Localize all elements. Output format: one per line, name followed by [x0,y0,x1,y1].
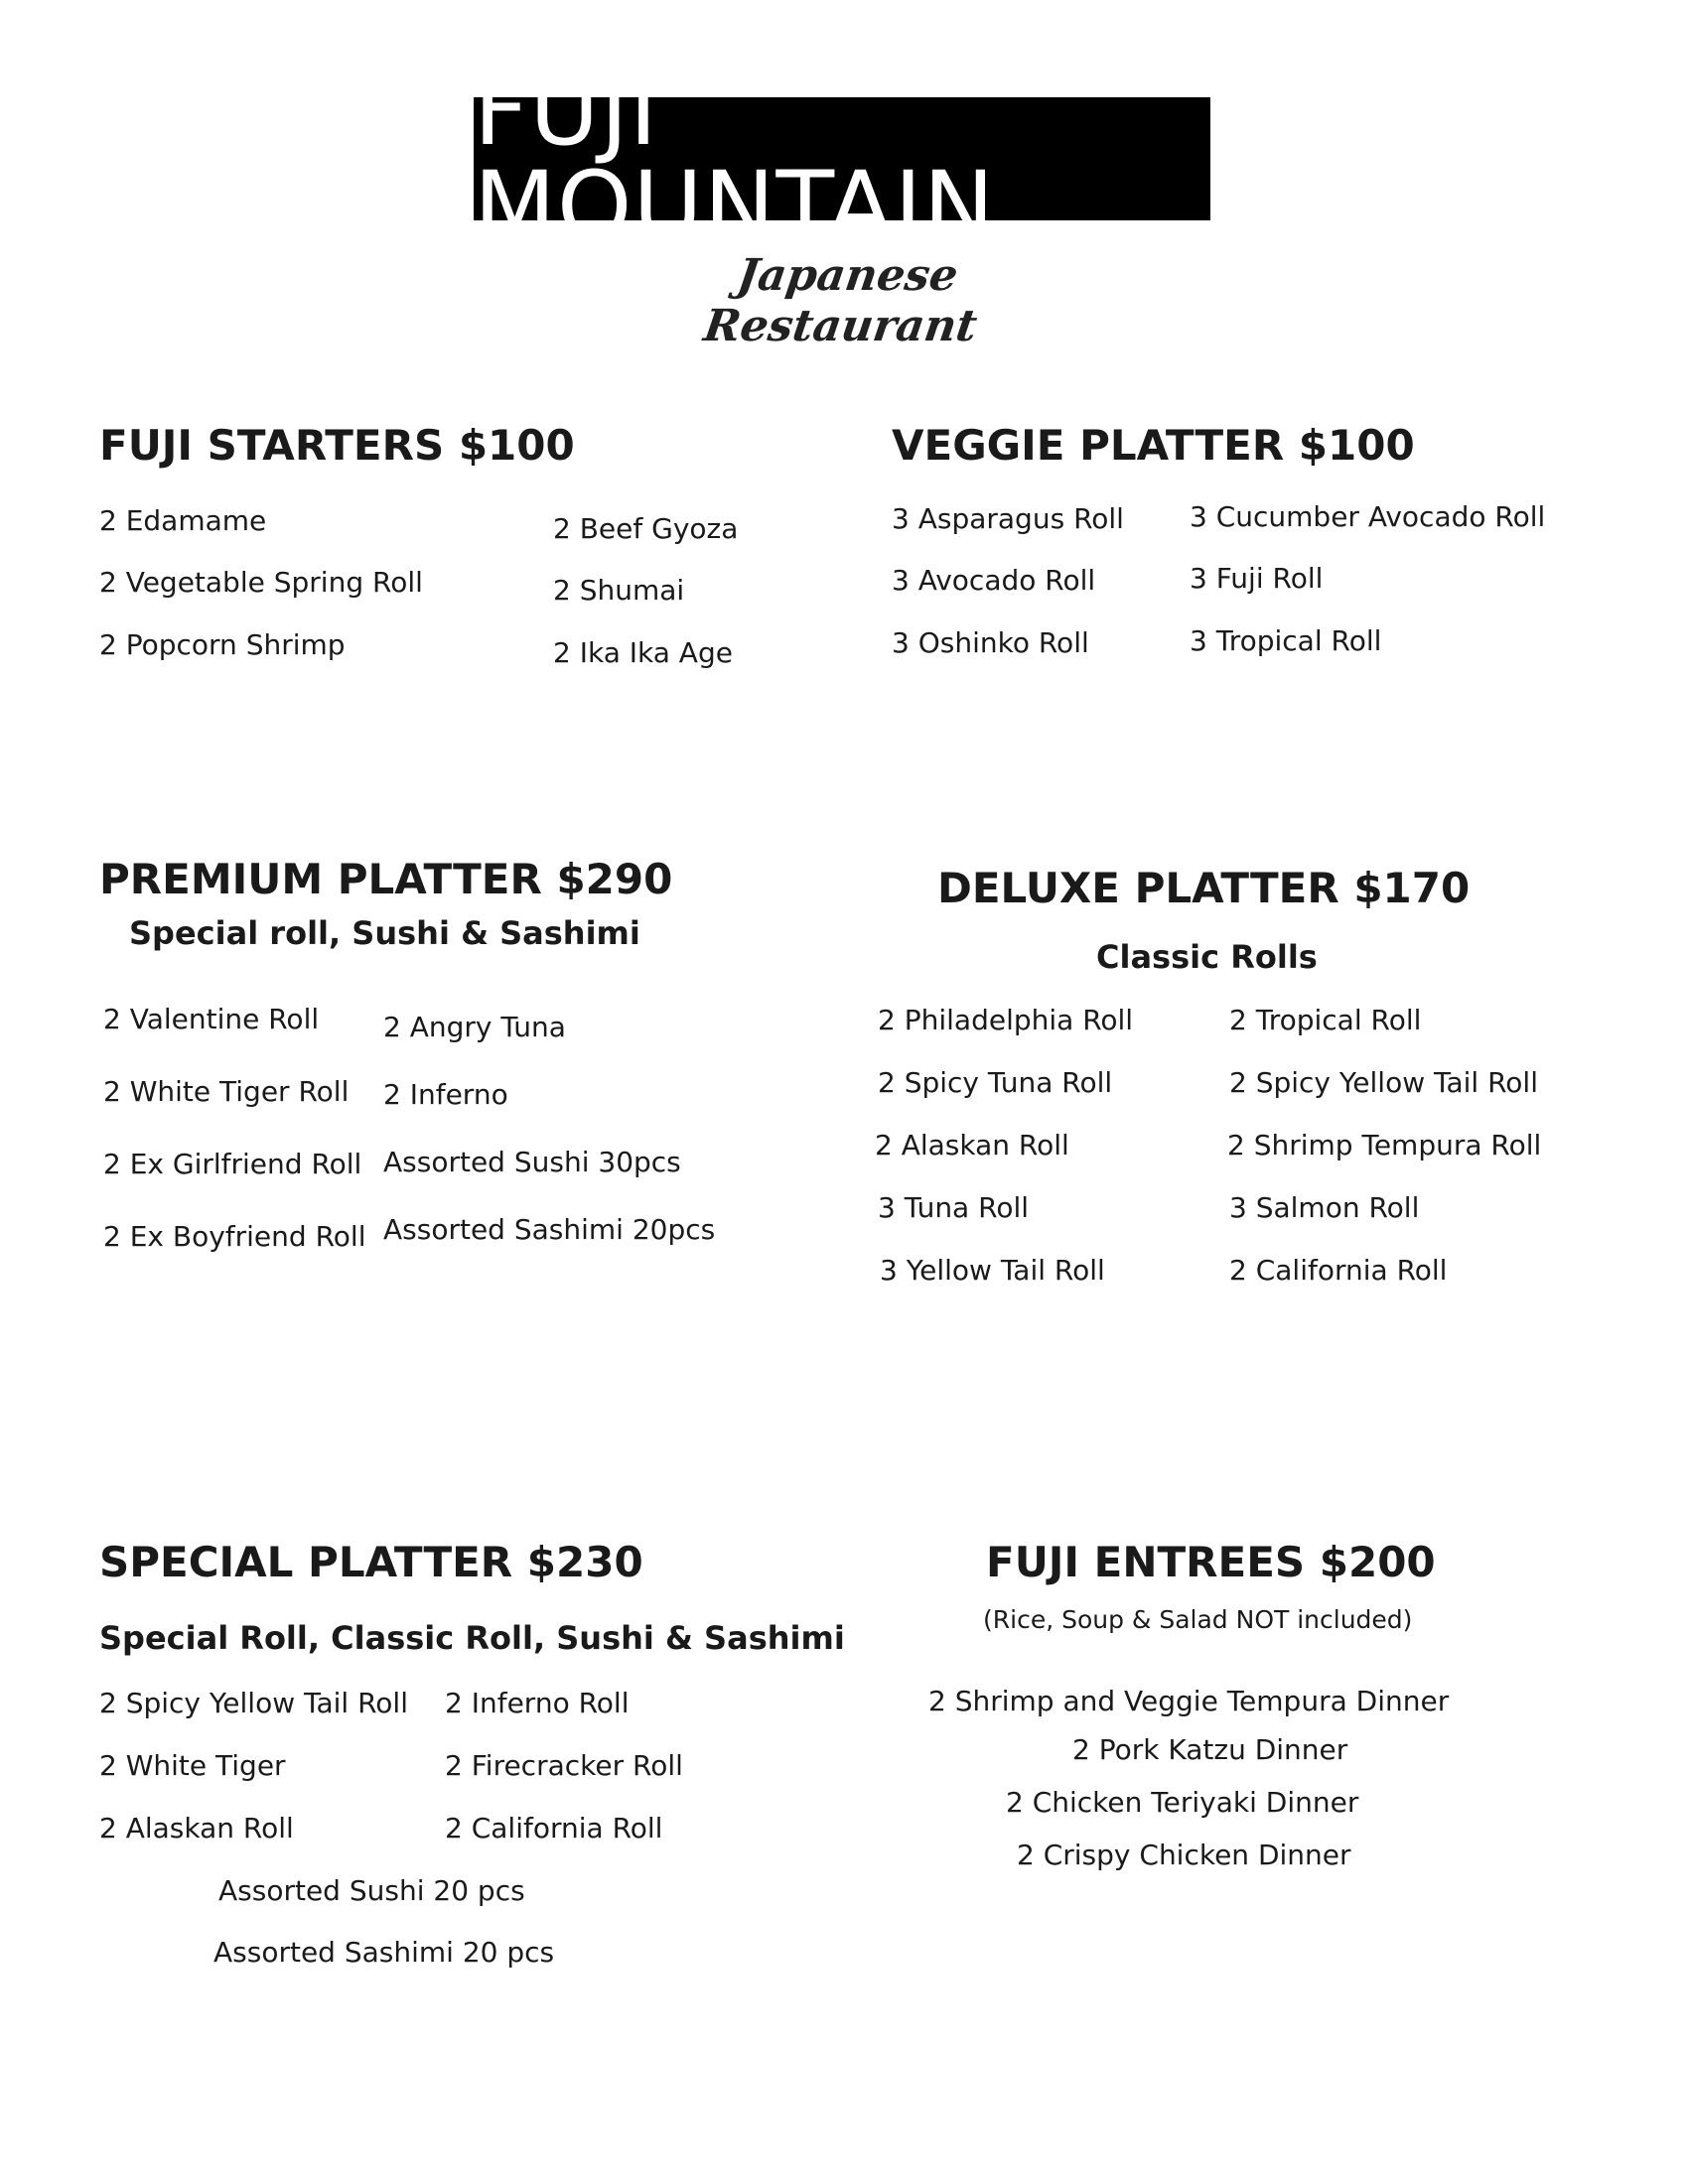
menu-item: 2 Shumai [553,574,685,607]
menu-item: 2 Ika Ika Age [553,636,733,669]
menu-item: 2 California Roll [445,1812,663,1844]
menu-item: 2 Firecracker Roll [445,1749,683,1782]
premium-title: PREMIUM PLATTER $290 [99,855,673,903]
restaurant-name: FUJI MOUNTAIN [474,56,996,262]
veggie-title: VEGGIE PLATTER $100 [892,421,1415,470]
menu-item: 2 Ex Girlfriend Roll [103,1148,362,1180]
menu-item: 2 Beef Gyoza [553,512,739,545]
starters-title: FUJI STARTERS $100 [99,421,575,470]
menu-item: Assorted Sushi 20 pcs [218,1874,525,1907]
menu-item: 2 Shrimp Tempura Roll [1227,1129,1542,1161]
menu-item: 3 Asparagus Roll [892,502,1124,535]
menu-item: 2 Philadelphia Roll [878,1004,1134,1036]
menu-item: 2 Valentine Roll [103,1003,320,1035]
menu-item: 3 Tropical Roll [1190,624,1382,657]
menu-item: 3 Salmon Roll [1229,1191,1420,1224]
menu-item: 2 Alaskan Roll [875,1129,1069,1161]
menu-item: 2 White Tiger Roll [103,1075,350,1108]
menu-item: 2 Shrimp and Veggie Tempura Dinner [928,1685,1450,1717]
menu-item: 3 Fuji Roll [1190,562,1324,595]
menu-item: 3 Avocado Roll [892,564,1096,597]
menu-item: Assorted Sushi 30pcs [383,1146,681,1178]
deluxe-title: DELUXE PLATTER $170 [937,864,1471,912]
menu-item: Assorted Sashimi 20pcs [383,1213,716,1246]
menu-item: 3 Oshinko Roll [892,626,1089,659]
menu-item: 3 Tuna Roll [878,1191,1030,1224]
menu-item: 2 Alaskan Roll [99,1812,294,1844]
menu-item: 2 Spicy Tuna Roll [878,1066,1113,1099]
menu-item: 2 Tropical Roll [1229,1004,1422,1036]
menu-item: 2 Vegetable Spring Roll [99,566,423,599]
menu-item: 2 Spicy Yellow Tail Roll [99,1687,408,1719]
menu-item: 2 California Roll [1229,1254,1448,1287]
menu-item: 3 Yellow Tail Roll [880,1254,1105,1287]
menu-item: 2 Pork Katzu Dinner [1072,1733,1348,1766]
menu-item: Assorted Sashimi 20 pcs [213,1936,555,1969]
deluxe-subtitle: Classic Rolls [1096,938,1318,976]
tagline: Japanese Restaurant [700,250,981,351]
entrees-note: (Rice, Soup & Salad NOT included) [983,1605,1413,1634]
menu-item: 2 Angry Tuna [383,1011,566,1043]
entrees-title: FUJI ENTREES $200 [986,1538,1436,1586]
menu-item: 2 Ex Boyfriend Roll [103,1220,366,1253]
menu-item: 2 White Tiger [99,1749,286,1782]
menu-item: 2 Crispy Chicken Dinner [1017,1839,1351,1871]
menu-item: 2 Popcorn Shrimp [99,628,346,661]
menu-item: 2 Inferno Roll [445,1687,630,1719]
menu-item: 2 Spicy Yellow Tail Roll [1229,1066,1538,1099]
special-subtitle: Special Roll, Classic Roll, Sushi & Sashimi [99,1619,845,1657]
premium-subtitle: Special roll, Sushi & Sashimi [129,914,640,952]
logo [474,56,1210,262]
menu-item: 3 Cucumber Avocado Roll [1190,500,1546,533]
menu-item: 2 Chicken Teriyaki Dinner [1006,1786,1359,1819]
special-title: SPECIAL PLATTER $230 [99,1538,643,1586]
menu-item: 2 Edamame [99,504,267,537]
menu-item: 2 Inferno [383,1078,508,1111]
